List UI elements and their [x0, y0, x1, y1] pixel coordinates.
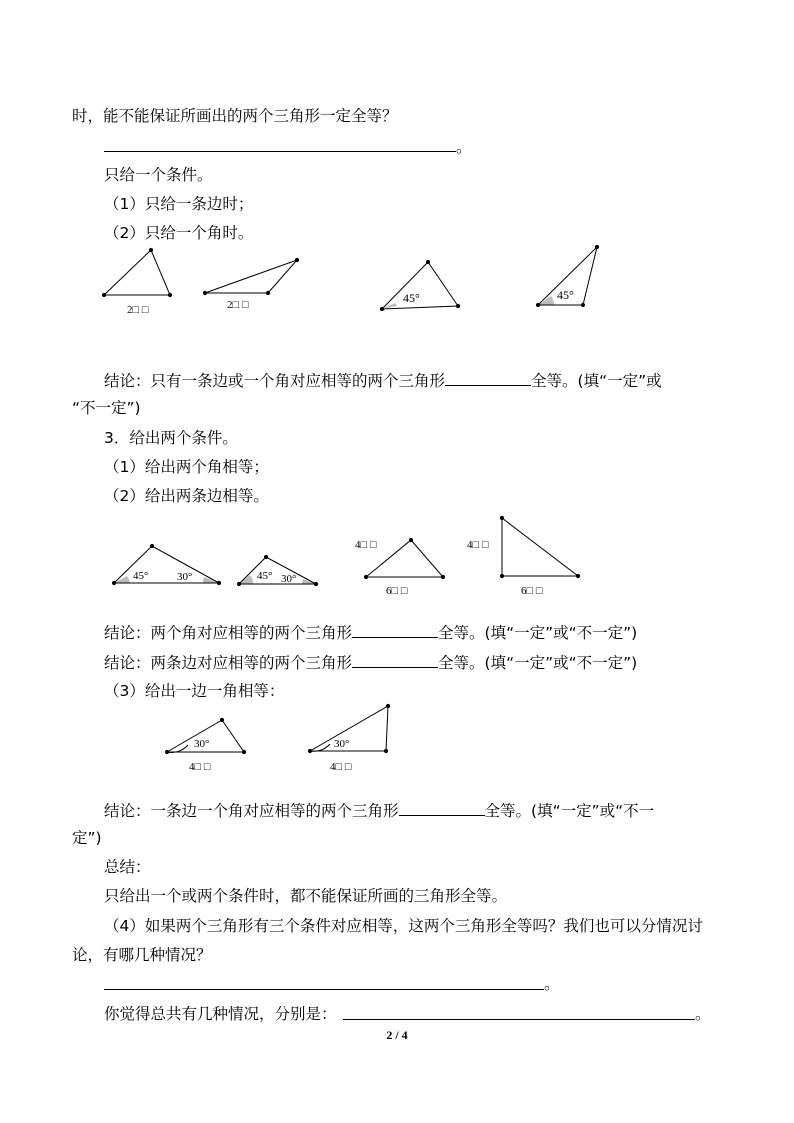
angle-label: 45° — [403, 291, 420, 305]
conclusion-four — [104, 799, 654, 821]
angle-label: 30° — [281, 573, 297, 585]
summary-text: 只给出一个或两个条件时，都不能保证所画的三角形全等。 — [104, 887, 508, 905]
conclusion-two — [104, 621, 637, 643]
summary-title: 总结： — [104, 858, 151, 876]
question-four-cont: 论，有哪几种情况？ — [72, 946, 212, 964]
conclusion-text: 结论：只有一条边或一个角对应相等的两个三角形 — [104, 372, 446, 390]
conclusion-text: 全等。(填“一定”或“不一 — [484, 802, 655, 820]
answer-blank[interactable] — [343, 1019, 695, 1020]
side-label: 6□ □ — [521, 585, 543, 597]
section-one-condition: 只给一个条件。 — [104, 166, 213, 184]
conclusion-one-cont: “不一定”) — [72, 399, 141, 417]
triangles-row-one — [0, 240, 794, 320]
side-label: 4□ □ — [467, 539, 489, 551]
triangle-side-2-b — [203, 258, 298, 294]
side-label: 6□ □ — [386, 585, 408, 597]
side-label: 4□ □ — [330, 761, 352, 773]
triangle-sides-b — [500, 516, 579, 577]
question-four: （4）如果两个三角形有三个条件对应相等，这两个三角形全等吗？我们也可以分情况讨 — [104, 917, 703, 935]
answer-blank[interactable] — [104, 151, 456, 152]
conclusion-one — [104, 369, 662, 391]
triangles-row-three — [0, 700, 794, 780]
conclusion-four-cont: 定”) — [72, 829, 102, 847]
triangle-side-label: 2□ □ — [227, 299, 249, 311]
angle-label: 45° — [257, 570, 273, 582]
case-side-angle: （3）给出一边一角相等： — [104, 682, 285, 700]
answer-blank[interactable] — [104, 989, 544, 990]
conclusion-text: 结论：两条边对应相等的两个三角形 — [104, 654, 353, 672]
angle-label: 30° — [334, 738, 350, 750]
answer-blank[interactable] — [445, 369, 531, 386]
question-continuation: 时，能不能保证所画出的两个三角形一定全等？ — [72, 107, 398, 125]
conclusion-text: 全等。(填“一定”或“不一定”) — [438, 624, 638, 642]
triangle-side-2-a — [102, 248, 171, 296]
section-two-conditions: 3．给出两个条件。 — [104, 429, 238, 447]
answer-blank[interactable] — [352, 621, 438, 638]
angle-label: 30° — [194, 738, 210, 750]
answer-blank[interactable] — [352, 651, 438, 668]
case-one-side: （1）只给一条边时； — [104, 195, 254, 213]
period: 。 — [695, 1005, 711, 1023]
triangle-angles-large — [112, 544, 220, 584]
triangle-side-label: 2□ □ — [127, 304, 149, 316]
triangle-angles-small — [237, 555, 317, 585]
period: 。 — [544, 975, 560, 993]
triangle-angle-45-a — [380, 260, 459, 310]
page-number: 2 / 4 — [386, 1028, 408, 1042]
side-label: 4□ □ — [355, 539, 377, 551]
case-two-sides: （2）给出两条边相等。 — [104, 487, 269, 505]
conclusion-three — [104, 651, 637, 673]
conclusion-text: 全等。(填“一定”或 — [531, 372, 662, 390]
side-label: 4□ □ — [189, 761, 211, 773]
period: 。 — [456, 138, 472, 156]
final-question: 你觉得总共有几种情况，分别是： — [104, 1005, 337, 1023]
angle-label: 30° — [177, 571, 193, 583]
angle-label: 45° — [133, 570, 149, 582]
conclusion-text: 全等。(填“一定”或“不一定”) — [438, 654, 638, 672]
conclusion-text: 结论：一条边一个角对应相等的两个三角形 — [104, 802, 399, 820]
case-one-angle: （2）只给一个角时。 — [104, 224, 254, 242]
triangles-row-two — [0, 510, 794, 600]
angle-label: 45° — [557, 288, 574, 302]
conclusion-text: 结论：两个角对应相等的两个三角形 — [104, 624, 353, 642]
answer-blank[interactable] — [399, 799, 485, 816]
case-two-angles: （1）给出两个角相等； — [104, 458, 269, 476]
